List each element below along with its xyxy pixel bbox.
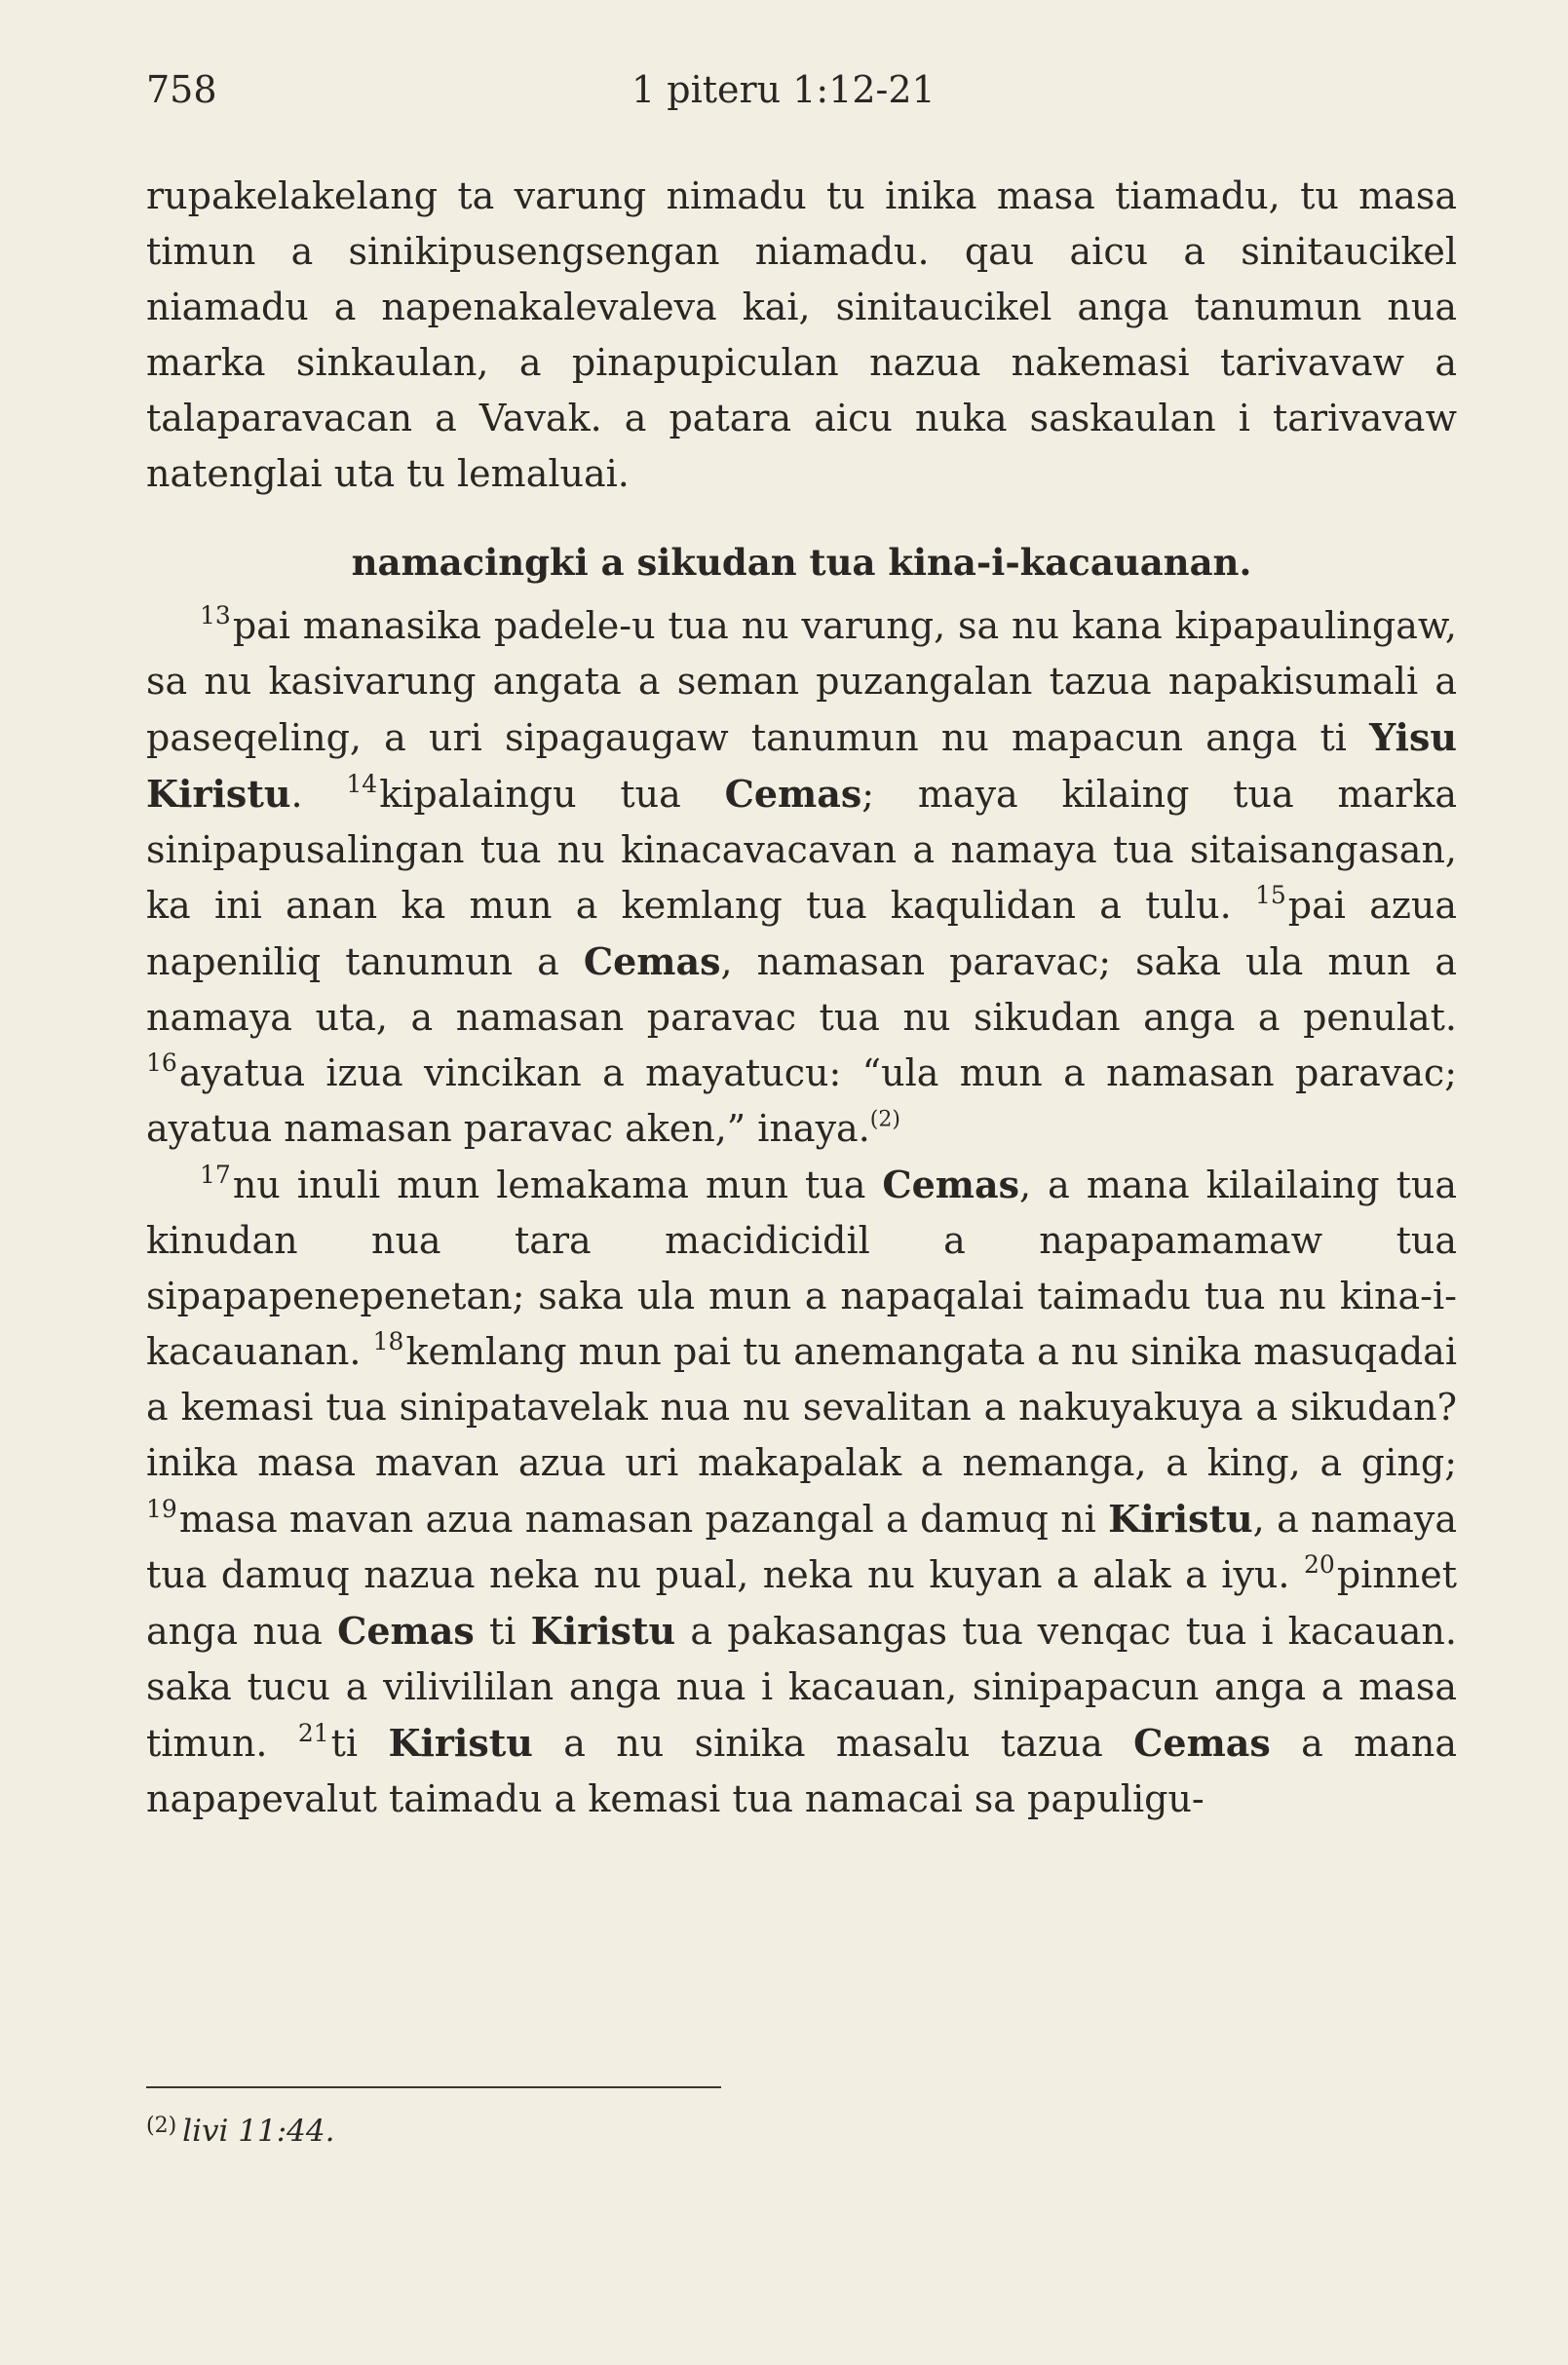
verse-text: , a namaya tua damuq nazua neka nu pual, neka nu kuyan a alak a iyu. — [146, 1498, 1457, 1596]
name-bold: Kiristu — [388, 1721, 533, 1765]
footnote-text: livi 11:44. — [182, 2113, 335, 2149]
verse-text: ; maya kilaing tua marka sinipapusalingan tua nu kinacavacavan a namaya tua sitaisangasan, ka ini anan ka mun a kemlang tua kaqulidan a tulu. — [146, 773, 1457, 927]
paragraph-verses-17-21 — [146, 1157, 1457, 1827]
verse-number-15: 15 — [1254, 881, 1286, 909]
verse-text: . — [290, 773, 347, 816]
section-heading: namacingki a sikudan tua kina-i-kacauanan. — [351, 541, 1252, 584]
verse-number-20: 20 — [1304, 1550, 1335, 1579]
verse-number-21: 21 — [297, 1719, 329, 1747]
footnote-divider — [146, 2086, 721, 2088]
name-bold: Cemas — [337, 1609, 475, 1653]
name-bold: Cemas — [1133, 1721, 1271, 1765]
verse-text: a nu sinika masalu tazua — [532, 1722, 1134, 1765]
name-bold: Kiristu — [530, 1609, 676, 1653]
verse-text: masa mavan azua namasan pazangal a damuq ni — [178, 1498, 1109, 1541]
verse-number-13: 13 — [200, 601, 231, 629]
body-text — [146, 169, 1457, 1827]
verse-text: kemlang mun pai tu anemangata a nu sinika masuqadai a kemasi tua sinipatavelak nua nu sevalitan a nakuyakuya a sikudan? inika masa mavan azua uri makapalak a nemanga, a king, a ging; — [146, 1330, 1457, 1484]
paragraph-verses-13-16 — [146, 598, 1457, 1157]
verse-text: , namasan paravac; saka ula mun a namaya uta, a namasan paravac tua nu sikudan anga a penulat. — [146, 940, 1457, 1039]
running-header — [146, 60, 1457, 119]
name-bold: Kiristu — [1108, 1497, 1253, 1541]
footnote — [146, 2105, 334, 2153]
verse-number-18: 18 — [372, 1327, 404, 1355]
verse-text: a pakasangas tua venqac tua i kacauan. saka tucu a vilivililan anga nua i kacauan, sinipapacun anga a masa timun. — [146, 1610, 1457, 1765]
verse-text: ti — [474, 1610, 531, 1653]
name-bold: Cemas — [583, 939, 721, 983]
verse-text: nu inuli mun lemakama mun tua — [232, 1163, 883, 1206]
verse-text: ti — [330, 1722, 389, 1765]
name-bold: Cemas — [882, 1163, 1020, 1206]
page-number: 758 — [146, 68, 217, 111]
paragraph-intro: rupakelakelang ta varung nimadu tu inika masa tiamadu, tu masa timun a sinikipusengsengan niamadu. qau aicu a sinitaucikel niamadu a napenakalevaleva kai, sinitaucikel anga tanumun nua marka sinkaulan, a pinapupiculan nazua nakemasi tarivavaw a talaparavacan a Vavak. a patara aicu nuka saskaulan i tarivavaw natenglai uta tu lemaluai. — [146, 174, 1457, 495]
verse-text: , a mana kilailaing tua kinudan nua tara macidicidil a napapamamaw tua sipapapenepenetan; saka ula mun a napaqalai taimadu tua nu kina-i-kacauanan. — [146, 1163, 1458, 1373]
name-bold: Yisu Kiristu — [146, 715, 1457, 816]
verse-text: kipalaingu tua — [379, 773, 725, 816]
verse-number-19: 19 — [146, 1495, 177, 1523]
verse-number-17: 17 — [200, 1161, 231, 1189]
verse-text: pai azua napeniliq tanumun a — [146, 884, 1457, 983]
verse-text: ayatua izua vincikan a mayatucu: “ula mun a namasan paravac; ayatua namasan paravac aken,” inaya. — [146, 1051, 1457, 1150]
verse-number-16: 16 — [146, 1049, 177, 1077]
verse-number-14: 14 — [346, 770, 378, 798]
name-bold: Cemas — [724, 772, 862, 816]
verse-text: pinnet anga nua — [146, 1553, 1457, 1653]
verse-text: a mana napapevalut taimadu a kemasi tua namacai sa papuligu- — [146, 1722, 1457, 1820]
footnote-reference: (2) — [869, 1107, 900, 1132]
footnote-mark: (2) — [146, 2114, 177, 2138]
chapter-reference: 1 piteru 1:12-21 — [631, 68, 936, 111]
verse-text: pai manasika padele-u tua nu varung, sa nu kana kipapaulingaw, sa nu kasivarung angata a seman puzangalan tazua napakisumali a paseqeling, a uri sipagaugaw tanumun nu mapacun anga ti — [146, 604, 1457, 759]
